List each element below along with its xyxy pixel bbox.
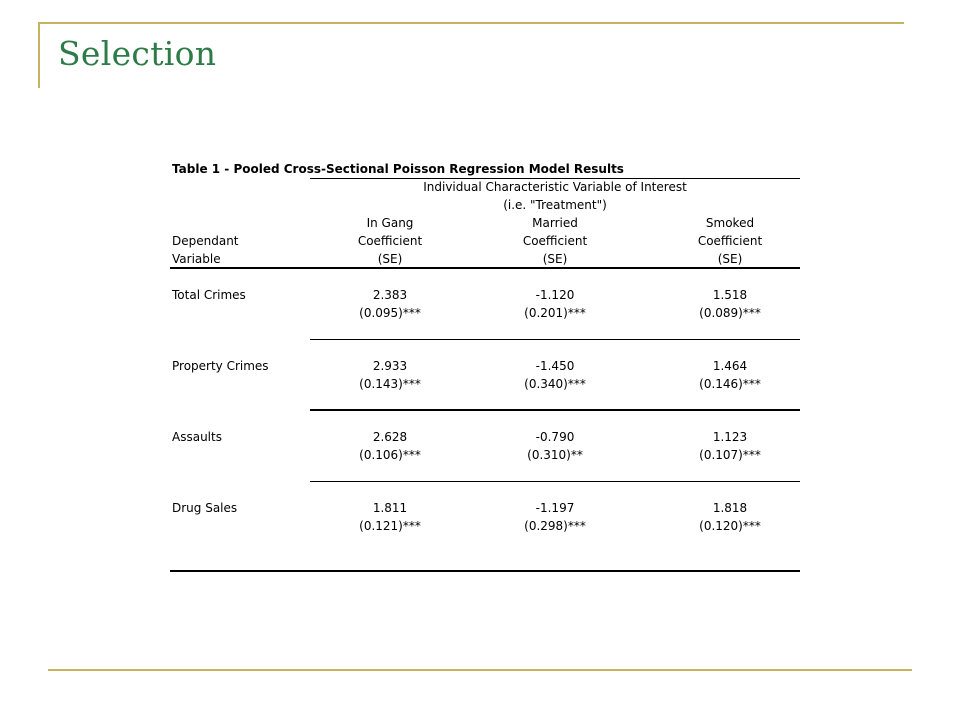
col-header-in-gang-sub1: Coefficient	[357, 234, 423, 248]
cell-coef: 1.518	[712, 288, 748, 302]
cell-coef: -1.450	[535, 359, 575, 373]
row-label: Assaults	[172, 430, 222, 444]
col-header-smoked-sub1: Coefficient	[697, 234, 763, 248]
cell-se: (0.089)***	[699, 306, 761, 320]
col-header-in-gang: In Gang	[366, 216, 414, 230]
col-header-married-sub1: Coefficient	[522, 234, 588, 248]
col-header-smoked-sub2: (SE)	[717, 252, 743, 266]
cell-se: (0.143)***	[359, 377, 421, 391]
row-divider	[310, 481, 800, 482]
row-label: Property Crimes	[172, 359, 269, 373]
cell-se: (0.120)***	[699, 519, 761, 533]
bottom-accent-rule	[48, 669, 912, 671]
cell-coef: 1.123	[712, 430, 748, 444]
top-accent-rule	[40, 22, 904, 24]
group-header: Individual Characteristic Variable of Interest	[423, 180, 687, 194]
cell-se: (0.106)***	[359, 448, 421, 462]
table-bottom-rule	[170, 570, 800, 572]
row-header-line1: Dependant	[172, 234, 239, 248]
header-rule	[170, 267, 800, 269]
cell-coef: 1.818	[712, 501, 748, 515]
row-divider	[310, 339, 800, 340]
col-header-married: Married	[532, 216, 578, 230]
cell-coef: 2.933	[372, 359, 408, 373]
cell-se: (0.201)***	[524, 306, 586, 320]
row-label: Total Crimes	[172, 288, 246, 302]
cell-coef: 1.811	[372, 501, 408, 515]
table-caption: Table 1 - Pooled Cross-Sectional Poisson Regression Model Results	[172, 162, 624, 176]
cell-coef: -1.197	[535, 501, 575, 515]
col-header-married-sub2: (SE)	[542, 252, 568, 266]
cell-coef: 2.628	[372, 430, 408, 444]
cell-se: (0.095)***	[359, 306, 421, 320]
table-top-rule	[310, 178, 800, 179]
cell-coef: 2.383	[372, 288, 408, 302]
cell-se: (0.298)***	[524, 519, 586, 533]
cell-coef: -1.120	[535, 288, 575, 302]
cell-se: (0.107)***	[699, 448, 761, 462]
cell-se: (0.146)***	[699, 377, 761, 391]
cell-coef: -0.790	[535, 430, 575, 444]
cell-se: (0.340)***	[524, 377, 586, 391]
col-header-in-gang-sub2: (SE)	[377, 252, 403, 266]
group-subheader: (i.e. "Treatment")	[503, 198, 607, 212]
cell-se: (0.310)**	[527, 448, 583, 462]
regression-table	[170, 160, 800, 580]
row-header-line2: Variable	[172, 252, 221, 266]
left-accent-rule	[38, 22, 40, 88]
row-label: Drug Sales	[172, 501, 238, 515]
cell-coef: 1.464	[712, 359, 748, 373]
row-divider	[310, 409, 800, 411]
col-header-smoked: Smoked	[705, 216, 755, 230]
cell-se: (0.121)***	[359, 519, 421, 533]
slide-title: Selection	[58, 34, 217, 73]
